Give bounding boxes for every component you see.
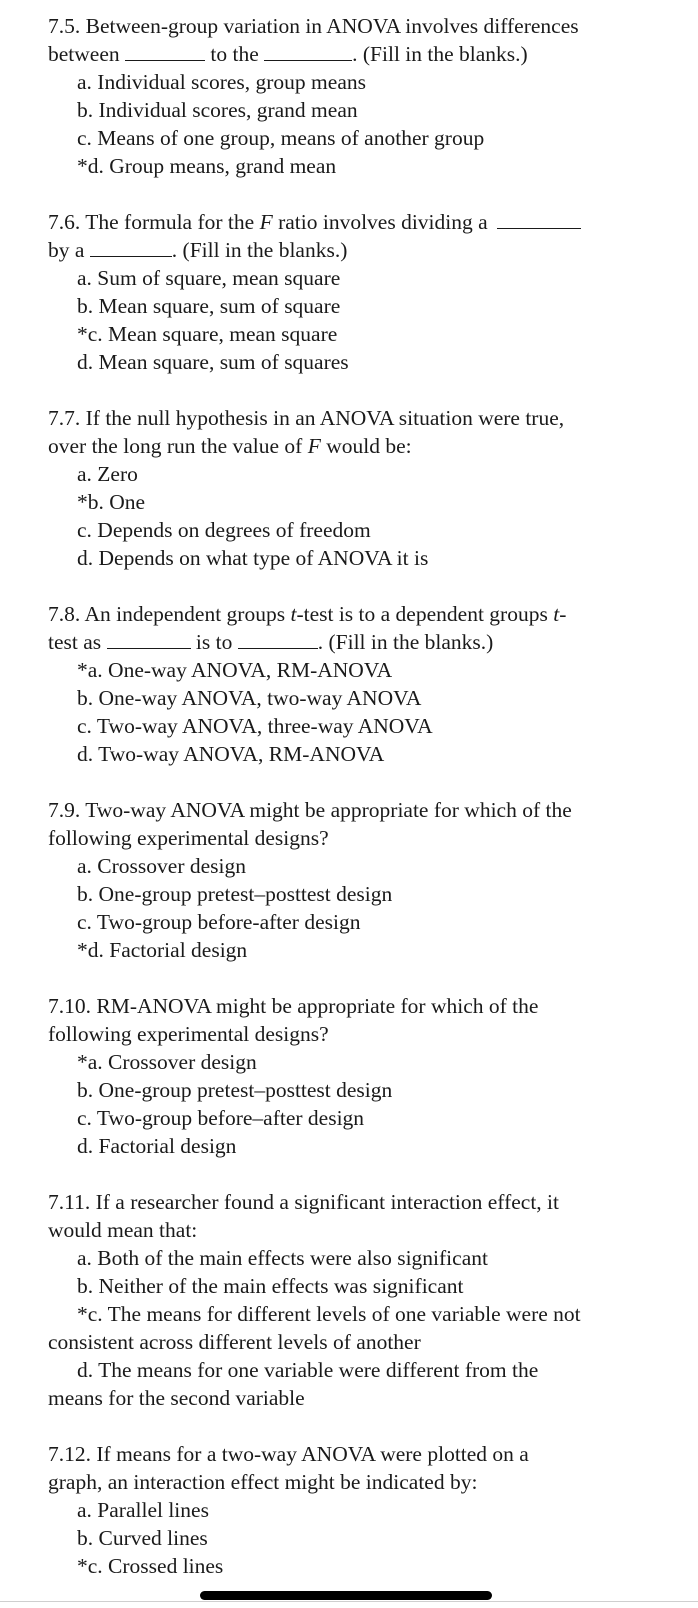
answer-option: b. Individual scores, grand mean [77,98,358,122]
answer-option: b. One-group pretest–posttest design [77,1078,393,1102]
answer-option-continuation: means for the second variable [48,1386,305,1410]
question-stem: 7.8. An independent groups t-test is to a dependent groups t- test as is to . (Fill in the blanks.) [48,602,567,654]
answer-option: b. Neither of the main effects was significant [77,1274,464,1298]
answer-option-continuation: consistent across different levels of another [48,1330,421,1354]
answer-option: b. Curved lines [77,1526,208,1550]
answer-option-correct: *c. Mean square, mean square [77,322,338,346]
question-stem: 7.7. If the null hypothesis in an ANOVA situation were true, over the long run the value of F would be: [48,406,565,458]
question-7-9 [48,796,648,964]
fill-in-blank [125,40,205,61]
question-stem: 7.9. Two-way ANOVA might be appropriate for which of the following experimental designs? [48,798,572,850]
fill-in-blank [238,628,318,649]
answer-option: c. Depends on degrees of freedom [77,518,371,542]
fill-in-blank [264,40,352,61]
answer-option: c. Means of one group, means of another group [77,126,485,150]
answer-option: c. Two-group before-after design [77,910,361,934]
answer-option: d. Two-way ANOVA, RM-ANOVA [77,742,385,766]
fill-in-blank [497,208,581,229]
answer-option: a. Sum of square, mean square [77,266,341,290]
answer-option-correct: *b. One [77,490,146,514]
question-7-10 [48,992,648,1160]
answer-option: a. Individual scores, group means [77,70,366,94]
answer-option-correct: *a. One-way ANOVA, RM-ANOVA [77,658,393,682]
answer-option: d. The means for one variable were different from the [77,1358,539,1382]
question-stem: 7.11. If a researcher found a significant interaction effect, it would mean that: [48,1190,559,1242]
question-stem: 7.6. The formula for the F ratio involves dividing a by a . (Fill in the blanks.) [48,208,648,264]
answer-option: a. Crossover design [77,854,246,878]
answer-option-correct: *d. Factorial design [77,938,248,962]
answer-option: b. Mean square, sum of square [77,294,341,318]
answer-option: a. Parallel lines [77,1498,209,1522]
answer-option: c. Two-group before–after design [77,1106,365,1130]
fill-in-blank [90,236,172,257]
question-7-7 [48,404,648,572]
question-stem: 7.10. RM-ANOVA might be appropriate for which of the following experimental designs? [48,994,539,1046]
page-bottom-divider [0,1601,698,1602]
scroll-indicator-bar [200,1591,492,1600]
question-stem: 7.5. Between-group variation in ANOVA involves differences between to the . (Fill in the blanks.) [48,14,579,66]
answer-option: a. Both of the main effects were also significant [77,1246,488,1270]
answer-option-correct: *c. The means for different levels of one variable were not [77,1302,581,1326]
answer-option: d. Mean square, sum of squares [77,350,349,374]
answer-option: a. Zero [77,462,138,486]
question-7-11 [48,1188,648,1412]
answer-option-correct: *d. Group means, grand mean [77,154,337,178]
document-page [48,12,648,1608]
question-7-8 [48,600,648,768]
answer-option: b. One-way ANOVA, two-way ANOVA [77,686,422,710]
question-stem: 7.12. If means for a two-way ANOVA were plotted on a graph, an interaction effect might be indicated by: [48,1442,529,1494]
answer-option-correct: *a. Crossover design [77,1050,257,1074]
question-7-5 [48,12,648,180]
answer-option: d. Depends on what type of ANOVA it is [77,546,429,570]
fill-in-blank [107,628,191,649]
answer-option: b. One-group pretest–posttest design [77,882,393,906]
answer-option: d. Factorial design [77,1134,237,1158]
answer-option: c. Two-way ANOVA, three-way ANOVA [77,714,433,738]
answer-option-correct: *c. Crossed lines [77,1554,224,1578]
question-7-12 [48,1440,648,1580]
question-7-6 [48,208,648,376]
